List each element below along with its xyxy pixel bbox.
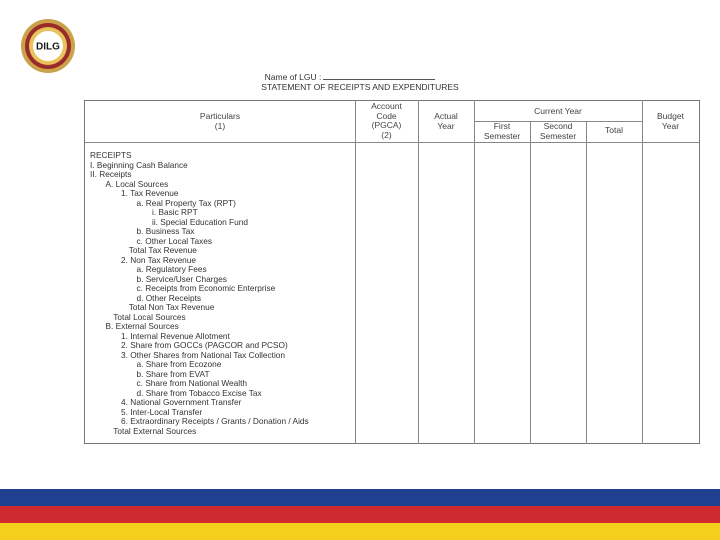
- table-row: RECEIPTS: [90, 150, 132, 160]
- lgu-name-label: Name of LGU :: [264, 72, 322, 82]
- header-account-code: Account Code (PGCA) (2): [371, 101, 402, 140]
- table-row: b. Business Tax: [136, 226, 195, 236]
- table-row: a. Real Property Tax (RPT): [136, 197, 236, 208]
- document-title: STATEMENT OF RECEIPTS AND EXPENDITURES: [261, 82, 459, 92]
- table-row: i. Basic RPT: [152, 207, 198, 217]
- table-row: 3. Other Shares from National Tax Collection: [121, 349, 286, 360]
- particulars-list: [90, 151, 309, 436]
- table-row: d. Other Receipts: [136, 292, 202, 303]
- table-row: 1. Tax Revenue: [121, 188, 179, 198]
- column-divider: [530, 121, 531, 443]
- column-divider: [355, 101, 356, 443]
- column-divider: [418, 101, 419, 443]
- header-particulars: Particulars (1): [199, 111, 241, 131]
- table-row: 4. National Government Transfer: [121, 397, 242, 407]
- table-row: Total External Sources: [113, 425, 197, 436]
- column-divider: [642, 101, 643, 443]
- table-row: A. Local Sources: [105, 178, 169, 189]
- table-row: c. Receipts from Economic Enterprise: [136, 283, 276, 293]
- table-row: Total Local Sources: [113, 311, 186, 322]
- table-row: Total Tax Revenue: [128, 245, 197, 255]
- header-total: Total: [605, 125, 623, 135]
- header-budget-year: Budget Year: [657, 111, 684, 131]
- table-row: a. Regulatory Fees: [136, 264, 207, 274]
- header-actual-year: Actual Year: [434, 111, 458, 131]
- table-row: b. Service/User Charges: [136, 273, 227, 284]
- receipts-table: [84, 100, 700, 444]
- table-row: a. Share from Ecozone: [136, 359, 222, 369]
- document-heading: [0, 72, 720, 92]
- table-row: 2. Non Tax Revenue: [121, 254, 197, 265]
- footer-band-blue: [0, 489, 720, 506]
- column-divider: [474, 101, 475, 443]
- dilg-logo-text: DILG: [36, 41, 60, 53]
- table-row: II. Receipts: [90, 169, 132, 179]
- header-divider: [85, 142, 699, 143]
- table-row: 1. Internal Revenue Allotment: [121, 330, 230, 341]
- table-row: B. External Sources: [105, 321, 179, 331]
- table-row: b. Share from EVAT: [136, 368, 210, 379]
- table-row: ii. Special Education Fund: [152, 216, 248, 227]
- header-first-semester: First Semester: [483, 121, 521, 141]
- footer-band-yellow: [0, 523, 720, 540]
- header-current-year: Current Year: [534, 106, 582, 116]
- lgu-name-blank: [323, 72, 435, 80]
- table-row: 2. Share from GOCCs (PAGCOR and PCSO): [121, 340, 288, 350]
- column-divider: [586, 121, 587, 443]
- table-row: 6. Extraordinary Receipts / Grants / Donation / Aids: [121, 416, 309, 426]
- table-row: c. Other Local Taxes: [136, 235, 212, 246]
- table-row: Total Non Tax Revenue: [128, 302, 215, 312]
- table-row: 5. Inter-Local Transfer: [121, 406, 203, 417]
- header-second-semester: Second Semester: [539, 121, 577, 141]
- table-row: d. Share from Tobacco Excise Tax: [136, 387, 262, 398]
- footer-band-red: [0, 506, 720, 523]
- dilg-logo: [20, 18, 76, 74]
- table-row: I. Beginning Cash Balance: [90, 159, 188, 170]
- table-row: c. Share from National Wealth: [136, 378, 248, 388]
